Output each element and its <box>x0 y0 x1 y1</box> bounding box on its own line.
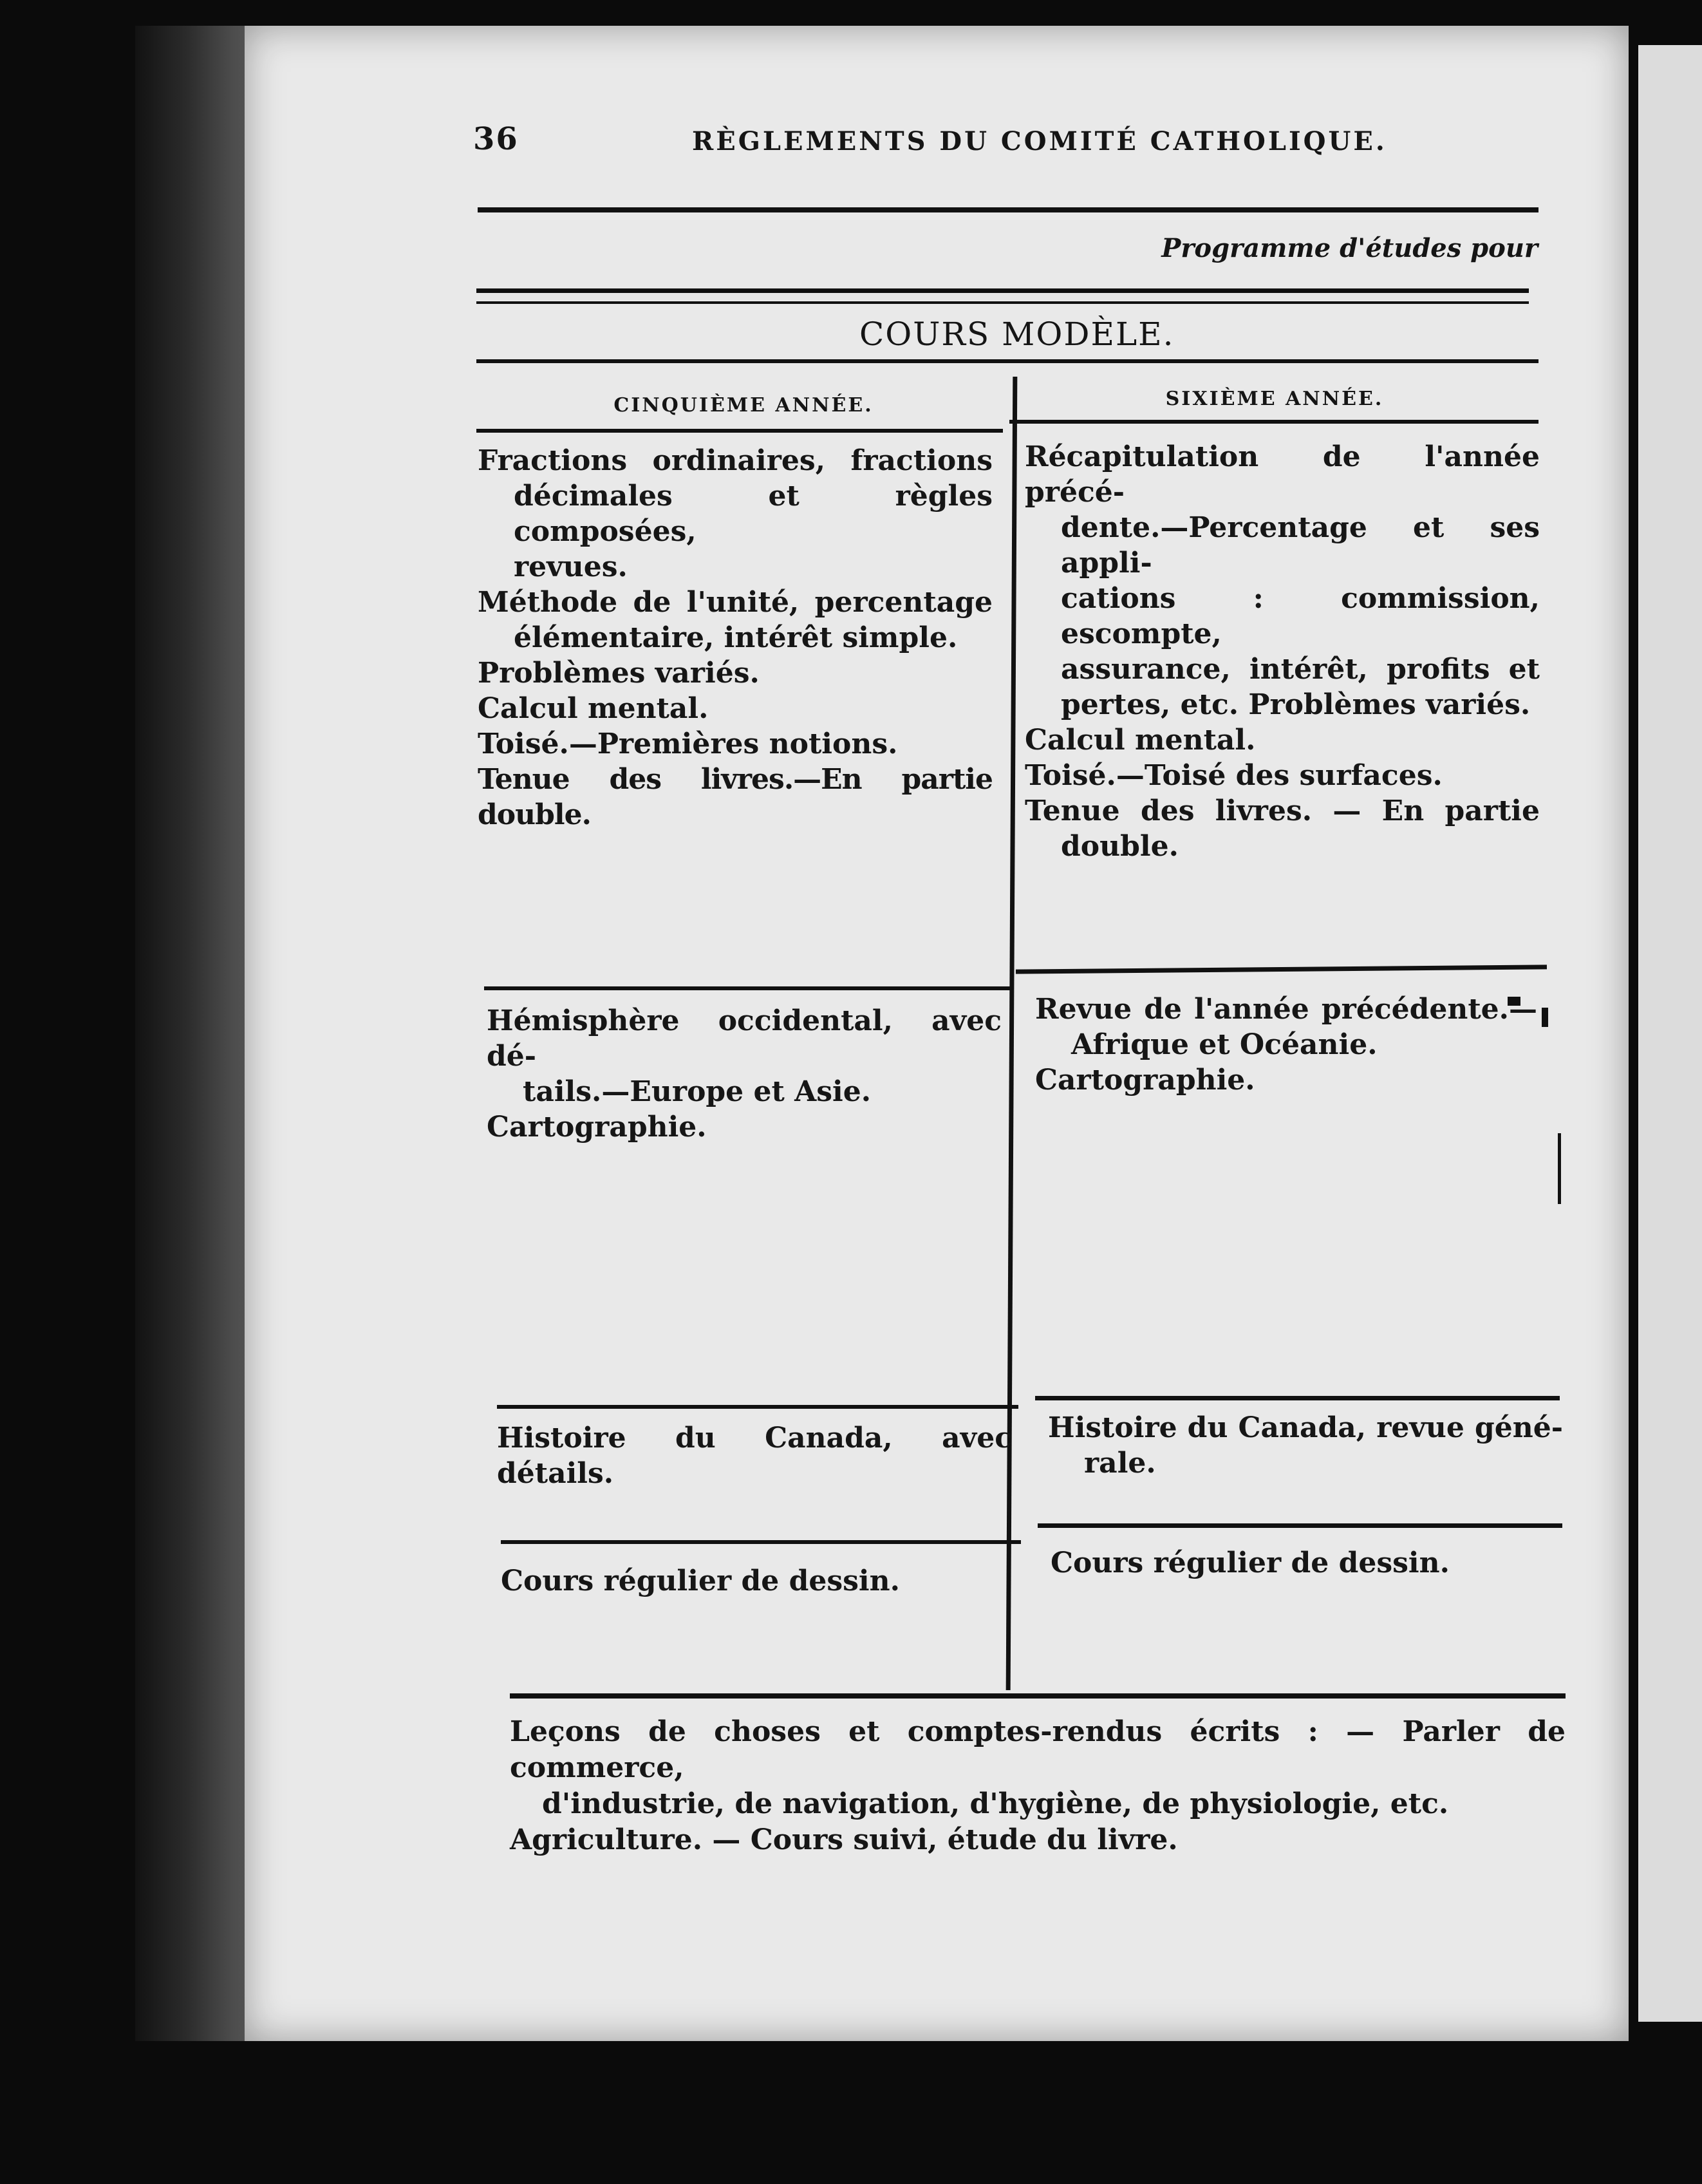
cell-line: Afrique et Océanie. <box>1071 1028 1378 1061</box>
cell-line: Hémisphère occidental, avec dé- <box>487 1004 1002 1073</box>
cell-line: décimales et règles composées, <box>514 480 993 548</box>
running-title: RÈGLEMENTS DU COMITÉ CATHOLIQUE. <box>692 126 1387 156</box>
cell-line: Tenue des livres. — En partie <box>1025 795 1540 827</box>
row-rule-1-left <box>484 986 1011 990</box>
cell-line: Fractions ordinaires, fractions <box>478 444 993 477</box>
cell-line: Problèmes variés. <box>478 657 760 690</box>
footer-note <box>510 1714 1566 1858</box>
row-1-left <box>478 443 993 833</box>
row-2-left <box>487 1003 1002 1145</box>
footer-line: Agriculture. — Cours suivi, étude du livre. <box>510 1823 1178 1856</box>
cell-line: revues. <box>514 551 628 583</box>
cell-line: Histoire du Canada, avec détails. <box>497 1422 1012 1490</box>
cell-line: Cartographie. <box>1035 1064 1255 1097</box>
cell-line: assurance, intérêt, profits et <box>1061 653 1540 686</box>
cell-line: rale. <box>1084 1447 1156 1480</box>
cell-line: Cartographie. <box>487 1111 707 1144</box>
page-number: 36 <box>473 121 519 157</box>
cell-line: Calcul mental. <box>1025 724 1256 757</box>
footer-line: Leçons de choses et comptes-rendus écrits : — Parler de commerce, <box>510 1715 1566 1784</box>
cell-line: Cours régulier de dessin. <box>501 1565 900 1597</box>
cell-line: élémentaire, intérêt simple. <box>514 621 958 654</box>
section-title: COURS MODÈLE. <box>859 315 1175 353</box>
header-rule <box>478 207 1538 212</box>
ink-blot <box>1542 1008 1548 1027</box>
cell-line: Revue de l'année précédente.— <box>1035 993 1537 1026</box>
subtitle: Programme d'études pour <box>1161 233 1538 263</box>
row-2-right <box>1035 992 1537 1098</box>
row-1-right <box>1025 439 1540 864</box>
cell-line: Méthode de l'unité, percentage <box>478 586 993 619</box>
row-rule-2-right <box>1035 1396 1560 1400</box>
cell-line: Récapitulation de l'année précé- <box>1025 440 1540 509</box>
row-3-right <box>1048 1410 1563 1481</box>
cell-line: Histoire du Canada, revue géné- <box>1048 1411 1563 1444</box>
section-rule-top-1 <box>476 288 1529 293</box>
section-rule-bottom <box>476 359 1538 363</box>
cell-line: tails.—Europe et Asie. <box>523 1075 872 1108</box>
cell-line: Toisé.—Toisé des surfaces. <box>1025 759 1443 792</box>
row-4-left <box>501 1563 1016 1599</box>
margin-mark <box>1558 1133 1561 1204</box>
heading-rule-left <box>476 429 1003 433</box>
row-4-right <box>1051 1545 1566 1581</box>
footer-rule <box>510 1693 1566 1699</box>
row-3-left <box>497 1420 1012 1491</box>
heading-rule-right <box>1009 420 1538 424</box>
cell-line: Cours régulier de dessin. <box>1051 1547 1450 1579</box>
cell-line: dente.—Percentage et ses appli- <box>1061 511 1540 579</box>
cell-line: Tenue des livres.—En partie double. <box>478 763 993 831</box>
row-rule-3-left <box>501 1540 1021 1544</box>
section-rule-top-2 <box>476 301 1529 304</box>
column-heading-left: CINQUIÈME ANNÉE. <box>613 394 874 417</box>
cell-line: Calcul mental. <box>478 692 709 725</box>
cell-line: Toisé.—Premières notions. <box>478 728 898 760</box>
column-heading-right: SIXIÈME ANNÉE. <box>1165 388 1384 410</box>
row-rule-2-left <box>497 1405 1018 1409</box>
footer-line: d'industrie, de navigation, d'hygiène, de physiologie, etc. <box>542 1787 1449 1820</box>
cell-line: cations : commission, escompte, <box>1061 582 1540 650</box>
cell-line: pertes, etc. Problèmes variés. <box>1061 688 1531 721</box>
facing-page-edge <box>1638 45 1702 2022</box>
cell-line: double. <box>1061 830 1179 863</box>
row-rule-3-right <box>1038 1523 1562 1528</box>
